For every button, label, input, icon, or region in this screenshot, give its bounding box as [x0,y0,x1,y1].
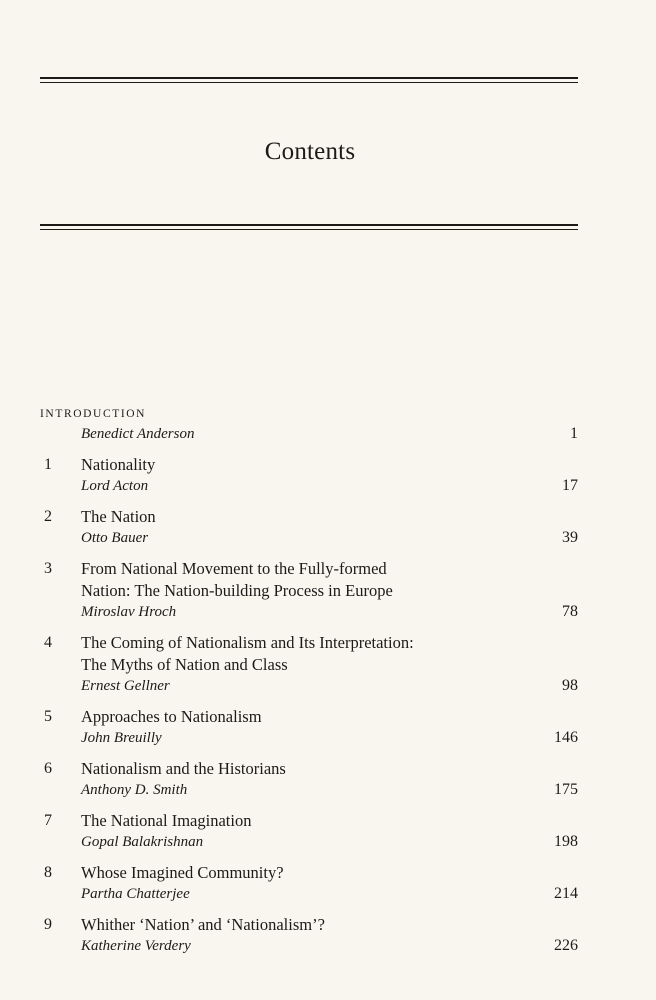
entry-page-number: 78 [562,603,578,620]
entry-author: Benedict Anderson [81,426,195,442]
entry-page-number: 198 [554,833,578,850]
toc-entry-chapter[interactable] [40,706,578,748]
chapter-number: 3 [44,560,52,577]
chapter-number: 1 [44,456,52,473]
top-double-rule [40,77,578,83]
toc-entry-introduction[interactable] [40,407,578,444]
entry-page-number: 175 [554,781,578,798]
page-title: Contents [264,138,356,165]
introduction-label: INTRODUCTION [40,408,147,420]
entry-page-number: 17 [562,477,578,494]
toc-entry-chapter[interactable] [40,862,578,904]
entry-page-number: 214 [554,885,578,902]
bottom-double-rule [40,224,578,230]
toc-entry-chapter[interactable] [40,758,578,800]
chapter-title-line: Nation: The Nation-building Process in Europe [81,581,393,600]
entry-author: Partha Chatterjee [81,886,190,902]
entry-author: Otto Bauer [81,530,149,546]
entry-author: John Breuilly [81,730,162,746]
chapter-title-line: The Coming of Nationalism and Its Interpretation: [81,633,414,652]
chapter-number: 6 [44,760,52,777]
entry-author: Lord Acton [81,478,149,494]
chapter-title: The National Imagination [81,811,252,830]
chapter-title: Nationality [81,455,156,474]
entry-author: Ernest Gellner [81,678,170,694]
toc-entry-chapter[interactable] [40,914,578,956]
toc-entry-chapter[interactable] [40,454,578,496]
chapter-number: 2 [44,508,52,525]
chapter-number: 5 [44,708,52,725]
chapter-title: Nationalism and the Historians [81,759,286,778]
toc-entry-chapter[interactable] [40,506,578,548]
entry-author: Gopal Balakrishnan [81,834,204,850]
entry-page-number: 226 [554,937,578,954]
chapter-title-line: From National Movement to the Fully-formed [81,559,387,578]
toc-entry-chapter[interactable] [40,558,578,622]
chapter-title-line: The Myths of Nation and Class [81,655,288,674]
chapter-number: 7 [44,812,52,829]
chapter-number: 9 [44,916,52,933]
chapter-title: Approaches to Nationalism [81,707,262,726]
chapter-title: The Nation [81,507,156,526]
entry-page-number: 146 [554,729,578,746]
entry-author: Anthony D. Smith [81,782,188,798]
toc-entry-chapter[interactable] [40,632,578,696]
table-of-contents [40,407,578,956]
chapter-number: 8 [44,864,52,881]
toc-entry-chapter[interactable] [40,810,578,852]
entry-page-number: 1 [570,425,578,442]
entry-page-number: 39 [562,529,578,546]
chapter-number: 4 [44,634,52,651]
entry-page-number: 98 [562,677,578,694]
chapter-title: Whither ‘Nation’ and ‘Nationalism’? [81,915,325,934]
chapter-title: Whose Imagined Community? [81,863,284,882]
entry-author: Miroslav Hroch [81,604,177,620]
entry-author: Katherine Verdery [81,938,191,954]
